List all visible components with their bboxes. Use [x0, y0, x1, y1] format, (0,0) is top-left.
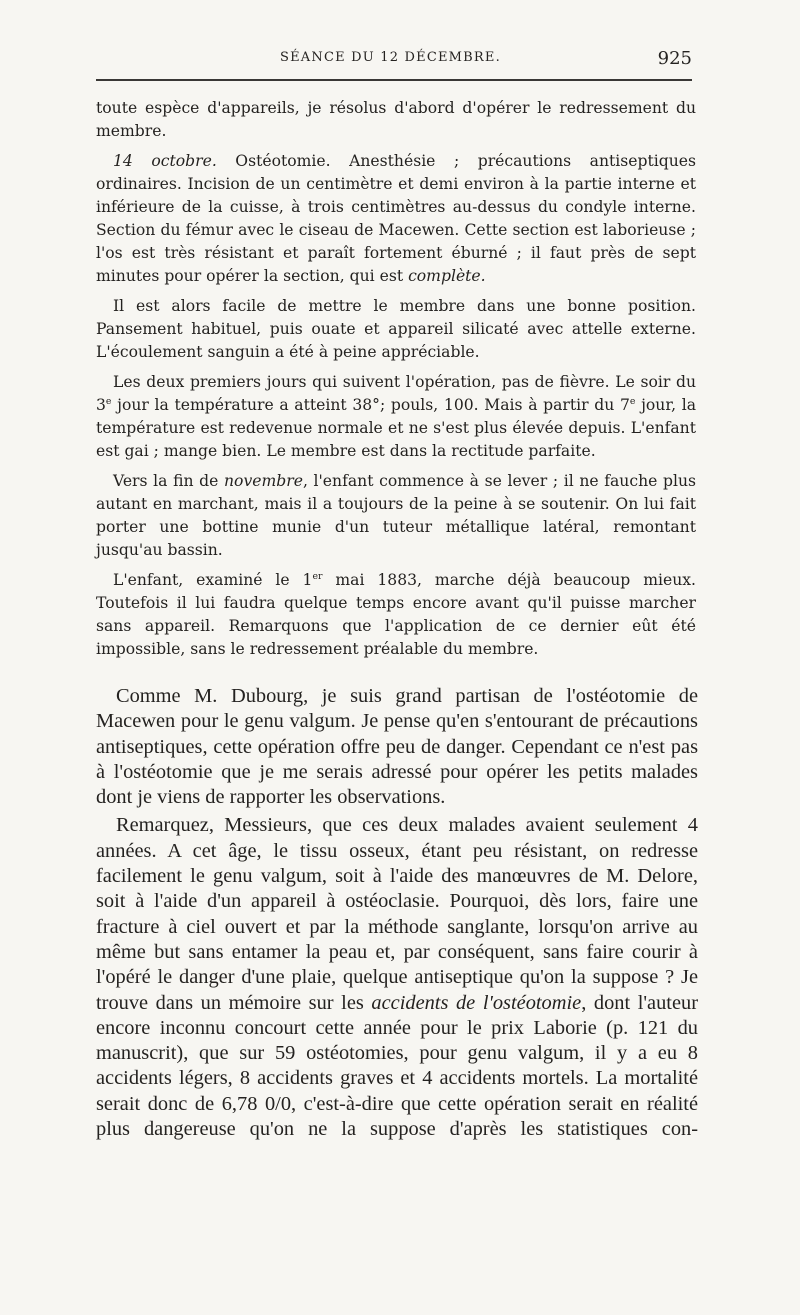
- paragraph-text: L'enfant, examiné le 1: [113, 571, 313, 589]
- paragraph: [96, 470, 696, 562]
- paragraph: [96, 684, 698, 810]
- page-number: 925: [657, 48, 692, 69]
- page-header: [96, 50, 692, 72]
- emphasis: novembre: [224, 472, 303, 490]
- emphasis: complète.: [408, 267, 486, 285]
- emphasis: accidents de l'ostéotomie: [371, 991, 582, 1014]
- paragraph-text: Vers la fin de: [113, 472, 225, 490]
- paragraph: [96, 569, 696, 661]
- paragraph-text: Ostéotomie. Anesthésie ; précautions antiseptiques ordinaires. Incision de un centimètre et demi environ à la partie interne et inférieure de la cuisse, à trois centimètres au-dessus du condyle interne. Section du fémur avec le ciseau de Macewen. Cette section est laborieuse ; l'os est très résistant et paraît fortement éburné ; il faut près de sept minutes pour opérer la section, qui est: [96, 152, 696, 285]
- paragraph-text: toute espèce d'appareils, je résolus d'abord d'opérer le redressement du membre.: [96, 99, 696, 140]
- paragraph: [96, 150, 696, 288]
- paragraph: [96, 295, 696, 364]
- running-title: SÉANCE DU 12 DÉCEMBRE.: [280, 50, 501, 65]
- paragraph-text: , l'enfant commence à se lever ; il ne fauche plus autant en marchant, mais il a toujours de la peine à se soutenir. On lui fait porter une bottine munie d'un tuteur métallique latéral, remontant jusqu'au bassin.: [96, 472, 696, 559]
- paragraph-text: Comme M. Dubourg, je suis grand partisan de l'ostéotomie de Macewen pour le genu valgum. Je pense qu'en s'entourant de précautions antiseptiques, cette opération offre peu de danger. Cependant ce n'est pas à l'ostéotomie que je me serais adressé pour opérer les petits malades dont je viens de rapporter les observations.: [96, 685, 698, 809]
- paragraph-text: mai 1883, marche déjà beaucoup mieux. Toutefois il lui faudra quelque temps encore avant qu'il puisse marcher sans appareil. Remarquons que l'application de ce dernier eût été impossible, sans le redressement préalable du membre.: [96, 571, 696, 658]
- header-rule: [96, 79, 692, 81]
- paragraph-text: Il est alors facile de mettre le membre dans une bonne position. Pansement habituel, puis ouate et appareil silicaté avec attelle externe. L'écoulement sanguin a été à peine appréciable.: [96, 297, 696, 361]
- paragraph-text: jour, la température est redevenue normale et ne s'est plus élevée depuis. L'enfant est gai ; mange bien. Le membre est dans la rectitude parfaite.: [96, 396, 696, 460]
- paragraph: [96, 97, 696, 143]
- superscript: er: [312, 570, 323, 582]
- case-report: [96, 97, 696, 668]
- discussion: [96, 684, 698, 1145]
- superscript: e: [629, 395, 636, 407]
- paragraph-text: jour la température a atteint 38°; pouls, 100. Mais à partir du 7: [111, 396, 630, 414]
- paragraph-text: Remarquez, Messieurs, que ces deux malades avaient seulement 4 années. A cet âge, le tissu osseux, étant peu résistant, on redresse facilement le genu valgum, soit à l'aide des manœuvres de M. Delore, soit à l'aide d'un appareil à ostéoclasie. Pourquoi, dès lors, faire une fracture à ciel ouvert et par la méthode sanglante, lorsqu'on arrive au même but sans entamer la peau et, par conséquent, sans faire courir à l'opéré le danger d'une plaie, quelque antiseptique qu'on la suppose ? Je trouve dans un mémoire sur les: [96, 814, 698, 1014]
- superscript: e: [105, 395, 112, 407]
- paragraph: [96, 371, 696, 463]
- paragraph-text: Les deux premiers jours qui suivent l'opération, pas de fièvre. Le soir du 3: [96, 373, 696, 414]
- date-emphasis: 14 octobre.: [113, 152, 217, 170]
- paragraph-text: , dont l'auteur encore inconnu concourt cette année pour le prix Laborie (p. 121 du manuscrit), que sur 59 ostéotomies, pour genu valgum, il y a eu 8 accidents légers, 8 accidents graves et 4 accidents mortels. La mortalité serait donc de 6,78 0/0, c'est-à-dire que cette opération serait en réalité plus dangereuse qu'on ne la suppose d'après les statistiques con-: [96, 991, 698, 1141]
- paragraph: [96, 813, 698, 1142]
